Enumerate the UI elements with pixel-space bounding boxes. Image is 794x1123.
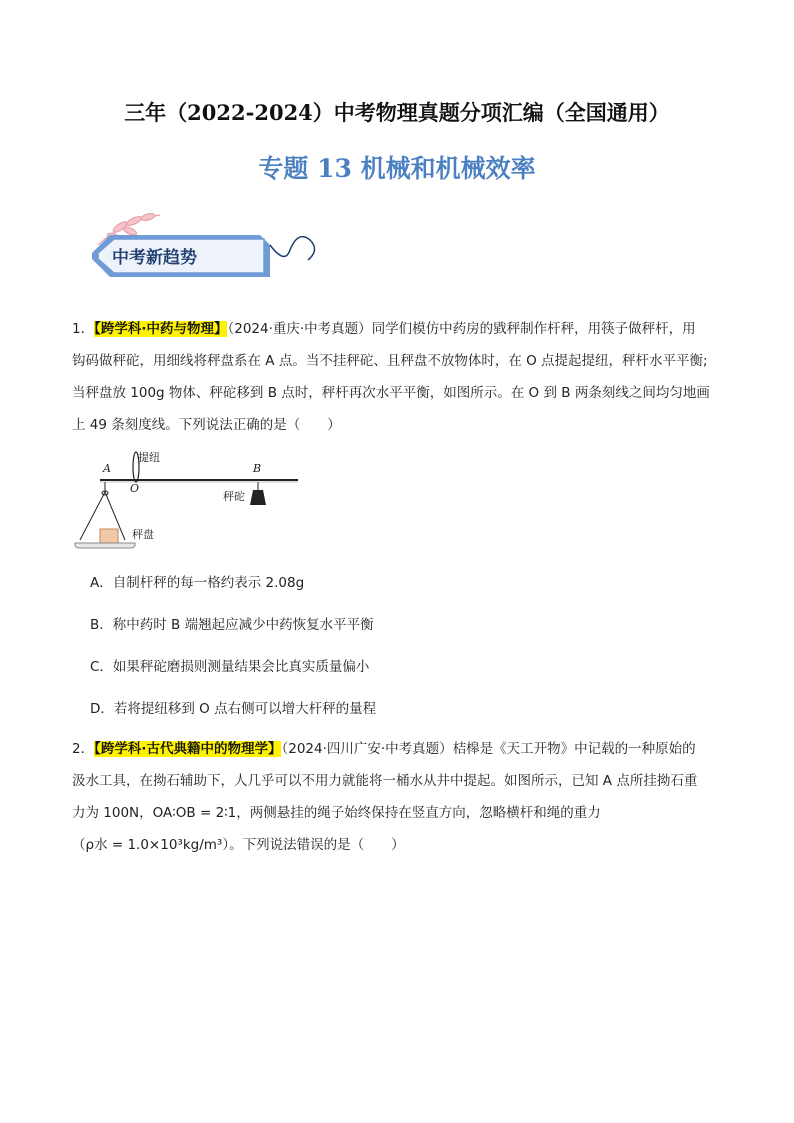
question-2-text: [72, 733, 732, 861]
question-2-source: （2024·四川广安·中考真题）: [281, 741, 453, 757]
question-1-line-4: 上 49 条刻度线。下列说法正确的是（ ）: [72, 417, 341, 433]
object-on-pan: [100, 529, 118, 543]
question-1-text: [72, 313, 732, 441]
question-2-line-3: 力为 100N，OA∶OB = 2∶1，两侧悬挂的绳子始终保持在竖直方向，忽略横杆和绳的重力: [72, 805, 601, 821]
question-2-line-2: 汲水工具，在拗石辅助下，人几乎可以不用力就能将一桶水从井中提起。如图所示，已知 A 点所挂拗石重: [72, 773, 698, 789]
string-decoration-icon: [270, 237, 315, 260]
figure-label-B: B: [253, 462, 262, 475]
topic-title: 专题 13 机械和机械效率: [258, 154, 536, 183]
question-1-source: （2024·重庆·中考真题）: [227, 321, 372, 337]
document-title: 三年（2022-2024）中考物理真题分项汇编（全国通用）: [124, 100, 670, 125]
question-1-option-c: C．如果秤砣磨损则测量结果会比真实质量偏小: [90, 659, 370, 675]
question-2-tag: 【跨学科·古代典籍中的物理学】: [94, 741, 282, 757]
section-banner: [70, 205, 330, 295]
banner-label: 中考新趋势: [112, 248, 197, 268]
question-1-line-1: 1．【跨学科·中药与物理】（2024·重庆·中考真题）同学们模仿中药房的戥秤制作杆秤，用筷子做秤杆，用: [72, 321, 696, 337]
figure-label-weight: 秤砣: [223, 490, 245, 503]
question-1-option-d: D．若将提纽移到 O 点右侧可以增大杆秤的量程: [90, 701, 377, 717]
figure-label-knob: 提纽: [138, 451, 160, 464]
question-1-option-a: A．自制杆秤的每一格约表示 2.08g: [90, 575, 305, 591]
figure-label-A: A: [103, 462, 111, 475]
question-2-line-1: 2．【跨学科·古代典籍中的物理学】（2024·四川广安·中考真题）桔槔是《天工开物》中记载的一种原始的: [72, 741, 696, 757]
weight-icon: [250, 490, 266, 505]
figure-label-O: O: [130, 482, 140, 495]
question-1-option-b: B．称中药时 B 端翘起应减少中药恢复水平平衡: [90, 617, 374, 633]
question-1-line-3: 当秤盘放 100g 物体、秤砣移到 B 点时，秤杆再次水平平衡，如图所示。在 O 到 B 两条刻线之间均匀地画: [72, 385, 710, 401]
question-2-line-4: （ρ水 = 1.0×10³kg/m³）。下列说法错误的是（ ）: [72, 837, 405, 853]
question-1-tag: 【跨学科·中药与物理】: [94, 321, 228, 337]
figure-label-pan: 秤盘: [132, 528, 154, 541]
question-1-line-2: 钩码做秤砣，用细线将秤盘系在 A 点。当不挂秤砣、且秤盘不放物体时，在 O 点提起提纽，秤杆水平平衡;: [72, 353, 708, 369]
pan: [75, 543, 135, 548]
